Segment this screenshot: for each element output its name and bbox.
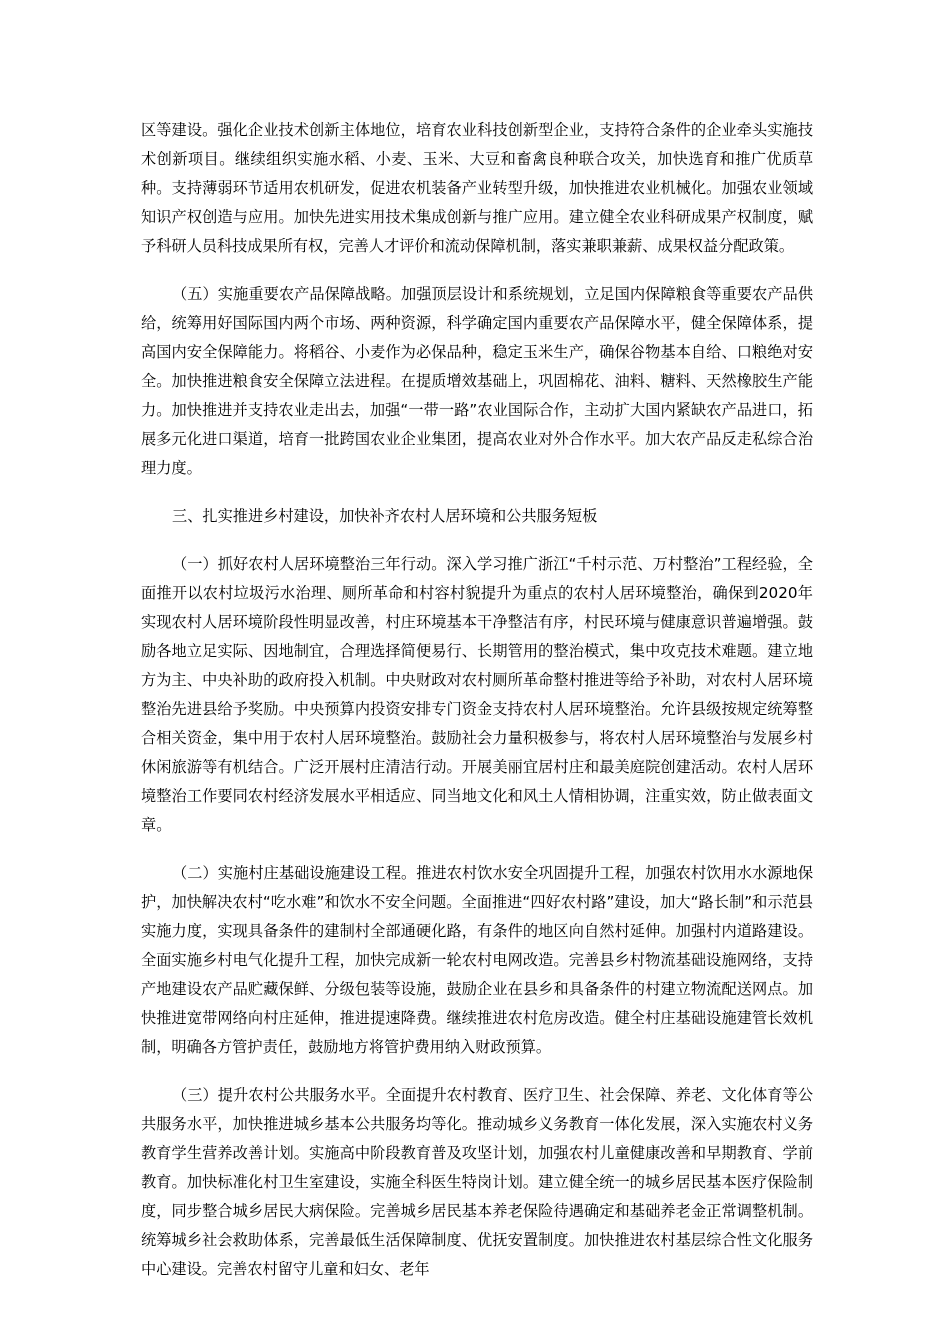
paragraph-three-public-services: （三）提升农村公共服务水平。全面提升农村教育、医疗卫生、社会保障、养老、文化体育等公共服务水平，加快推进城乡基本公共服务均等化。推动城乡义务教育一体化发展，深入实施农村义务教育学生营养改善计划。实施高中阶段教育普及攻坚计划，加强农村儿童健康改善和早期教育、学前教育。加快标准化村卫生室建设，实施全科医生特岗计划。建立健全统一的城乡居民基本医疗保险制度，同步整合城乡居民大病保险。完善城乡居民基本养老保险待遇确定和基础养老金正常调整机制。统筹城乡社会救助体系，完善最低生活保障制度、优抚安置制度。加快推进农村基层综合性文化服务中心建设。完善农村留守儿童和妇女、老年 [141, 1086, 813, 1278]
paragraph-two-infrastructure: （二）实施村庄基础设施建设工程。推进农村饮水安全巩固提升工程，加强农村饮用水水源地保护，加快解决农村“吃水难”和饮水不安全问题。全面推进“四好农村路”建设，加大“路长制”和示范县实施力度，实现具备条件的建制村全部通硬化路，有条件的地区向自然村延伸。加强村内道路建设。全面实施乡村电气化提升工程，加快完成新一轮农村电网改造。完善县乡村物流基础设施网络，支持产地建设农产品贮藏保鲜、分级包装等设施，鼓励企业在县乡和具备条件的村建立物流配送网点。加快推进宽带网络向村庄延伸，推进提速降费。继续推进农村危房改造。健全村庄基础设施建管长效机制，明确各方管护责任，鼓励地方将管护费用纳入财政预算。 [141, 864, 813, 1056]
document-page [141, 116, 813, 1303]
paragraph-five-product-security: （五）实施重要农产品保障战略。加强顶层设计和系统规划，立足国内保障粮食等重要农产品供给，统筹用好国际国内两个市场、两种资源，科学确定国内重要农产品保障水平，健全保障体系，提高国内安全保障能力。将稻谷、小麦作为必保品种，稳定玉米生产，确保谷物基本自给、口粮绝对安全。加快推进粮食安全保障立法进程。在提质增效基础上，巩固棉花、油料、糖料、天然橡胶生产能力。加快推进并支持农业走出去，加强“一带一路”农业国际合作，主动扩大国内紧缺农产品进口，拓展多元化进口渠道，培育一批跨国农业企业集团，提高农业对外合作水平。加大农产品反走私综合治理力度。 [141, 285, 813, 477]
paragraph-tech-innovation: 区等建设。强化企业技术创新主体地位，培育农业科技创新型企业，支持符合条件的企业牵头实施技术创新项目。继续组织实施水稻、小麦、玉米、大豆和畜禽良种联合攻关，加快选育和推广优质草种。支持薄弱环节适用农机研发，促进农机装备产业转型升级，加快推进农业机械化。加强农业领域知识产权创造与应用。加快先进实用技术集成创新与推广应用。建立健全农业科研成果产权制度，赋予科研人员科技成果所有权，完善人才评价和流动保障机制，落实兼职兼薪、成果权益分配政策。 [141, 121, 813, 255]
section-heading-three: 三、扎实推进乡村建设，加快补齐农村人居环境和公共服务短板 [172, 507, 598, 525]
paragraph-one-living-environment: （一）抓好农村人居环境整治三年行动。深入学习推广浙江“千村示范、万村整治”工程经验，全面推开以农村垃圾污水治理、厕所革命和村容村貌提升为重点的农村人居环境整治，确保到2020年实现农村人居环境阶段性明显改善，村庄环境基本干净整洁有序，村民环境与健康意识普遍增强。鼓励各地立足实际、因地制宜，合理选择简便易行、长期管用的整治模式，集中攻克技术难题。建立地方为主、中央补助的政府投入机制。中央财政对农村厕所革命整村推进等给予补助，对农村人居环境整治先进县给予奖励。中央预算内投资安排专门资金支持农村人居环境整治。允许县级按规定统筹整合相关资金，集中用于农村人居环境整治。鼓励社会力量积极参与，将农村人居环境整治与发展乡村休闲旅游等有机结合。广泛开展村庄清洁行动。开展美丽宜居村庄和最美庭院创建活动。农村人居环境整治工作要同农村经济发展水平相适应、同当地文化和风土人情相协调，注重实效，防止做表面文章。 [141, 555, 813, 834]
